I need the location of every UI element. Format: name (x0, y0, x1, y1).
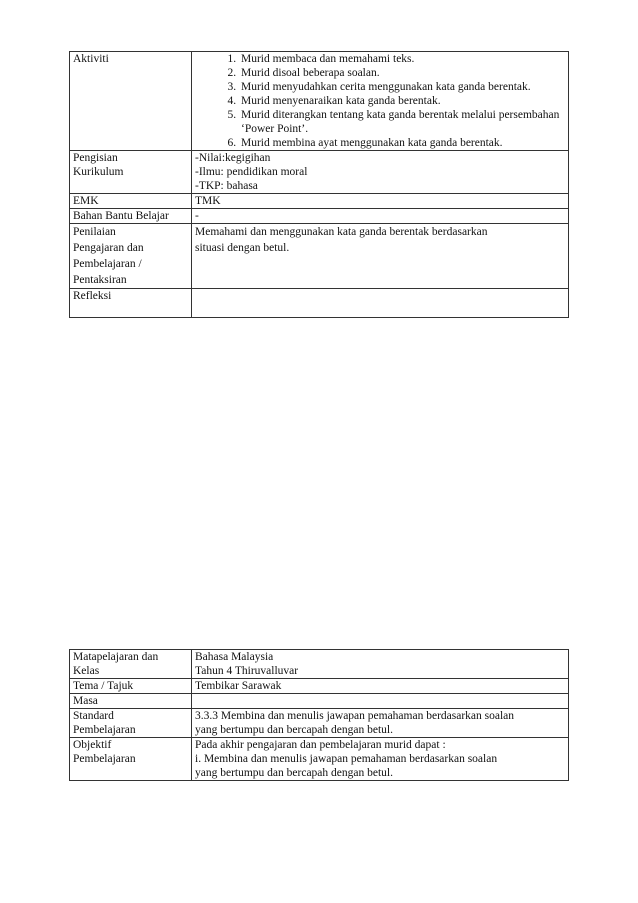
table-row (70, 650, 569, 679)
class-line: Tahun 4 Thiruvalluvar (195, 665, 299, 677)
aktiviti-label: Aktiviti (70, 52, 192, 151)
standard-label-cell (70, 709, 192, 738)
lesson-plan-table-1 (69, 51, 569, 318)
mapel-label-cell (70, 650, 192, 679)
standard-label: Pembelajaran (73, 724, 136, 736)
penilaian-label: Pengajaran dan (73, 242, 144, 254)
penilaian-line: Memahami dan menggunakan kata ganda berentak berdasarkan (195, 226, 488, 238)
table-row (70, 679, 569, 694)
table-row (70, 738, 569, 781)
tkp-line: -TKP: bahasa (195, 180, 258, 192)
masa-label: Masa (70, 694, 192, 709)
mapel-label: Kelas (73, 665, 100, 677)
penilaian-cell (192, 224, 569, 289)
list-item: 6. Murid membina ayat menggunakan kata ganda berentak. (239, 136, 565, 150)
table-row (70, 151, 569, 194)
list-item: 1. Murid membaca dan memahami teks. (239, 52, 565, 66)
objektif-label: Objektif (73, 739, 112, 751)
standard-line: 3.3.3 Membina dan menulis jawapan pemahaman berdasarkan soalan (195, 710, 515, 722)
emk-value: TMK (192, 194, 569, 209)
emk-label: EMK (70, 194, 192, 209)
penilaian-label: Penilaian (73, 226, 116, 238)
standard-cell (192, 709, 569, 738)
objektif-line: Pada akhir pengajaran dan pembelajaran murid dapat : (195, 739, 446, 751)
penilaian-label-cell (70, 224, 192, 289)
masa-value (192, 694, 569, 709)
table-row (70, 194, 569, 209)
objektif-label-cell (70, 738, 192, 781)
pengisian-label: Pengisian (73, 152, 118, 164)
table-row (70, 209, 569, 224)
table-row (70, 694, 569, 709)
tema-value: Tembikar Sarawak (192, 679, 569, 694)
nilai-line: -Nilai:kegigihan (195, 152, 271, 164)
bbb-label: Bahan Bantu Belajar (70, 209, 192, 224)
pengisian-label-cell (70, 151, 192, 194)
table-row (70, 52, 569, 151)
kurikulum-label: Kurikulum (73, 166, 124, 178)
standard-line: yang bertumpu dan bercapah dengan betul. (195, 724, 393, 736)
mapel-label: Matapelajaran dan (73, 651, 159, 663)
objektif-cell (192, 738, 569, 781)
table-row (70, 289, 569, 318)
list-item: 4. Murid menyenaraikan kata ganda berentak. (239, 94, 565, 108)
list-item: 5. Murid diterangkan tentang kata ganda berentak melalui persembahan ‘Power Point’. (239, 108, 565, 136)
refleksi-value (192, 289, 569, 318)
mapel-cell (192, 650, 569, 679)
aktiviti-cell (192, 52, 569, 151)
standard-label: Standard (73, 710, 114, 722)
refleksi-label: Refleksi (70, 289, 192, 318)
objektif-label: Pembelajaran (73, 753, 136, 765)
penilaian-label: Pentaksiran (73, 274, 127, 286)
penilaian-label: Pembelajaran / (73, 258, 142, 270)
objektif-line: yang bertumpu dan bercapah dengan betul. (195, 767, 393, 779)
table-row (70, 224, 569, 289)
table-row (70, 709, 569, 738)
penilaian-line: situasi dengan betul. (195, 242, 290, 254)
bbb-value: - (192, 209, 569, 224)
aktiviti-list (195, 52, 565, 150)
pengisian-cell (192, 151, 569, 194)
list-item: 3. Murid menyudahkan cerita menggunakan kata ganda berentak. (239, 80, 565, 94)
tema-label: Tema / Tajuk (70, 679, 192, 694)
objektif-line: i. Membina dan menulis jawapan pemahaman berdasarkan soalan (195, 753, 498, 765)
ilmu-line: -Ilmu: pendidikan moral (195, 166, 308, 178)
subject-line: Bahasa Malaysia (195, 651, 274, 663)
list-item: 2. Murid disoal beberapa soalan. (239, 66, 565, 80)
lesson-plan-table-2 (69, 649, 569, 781)
